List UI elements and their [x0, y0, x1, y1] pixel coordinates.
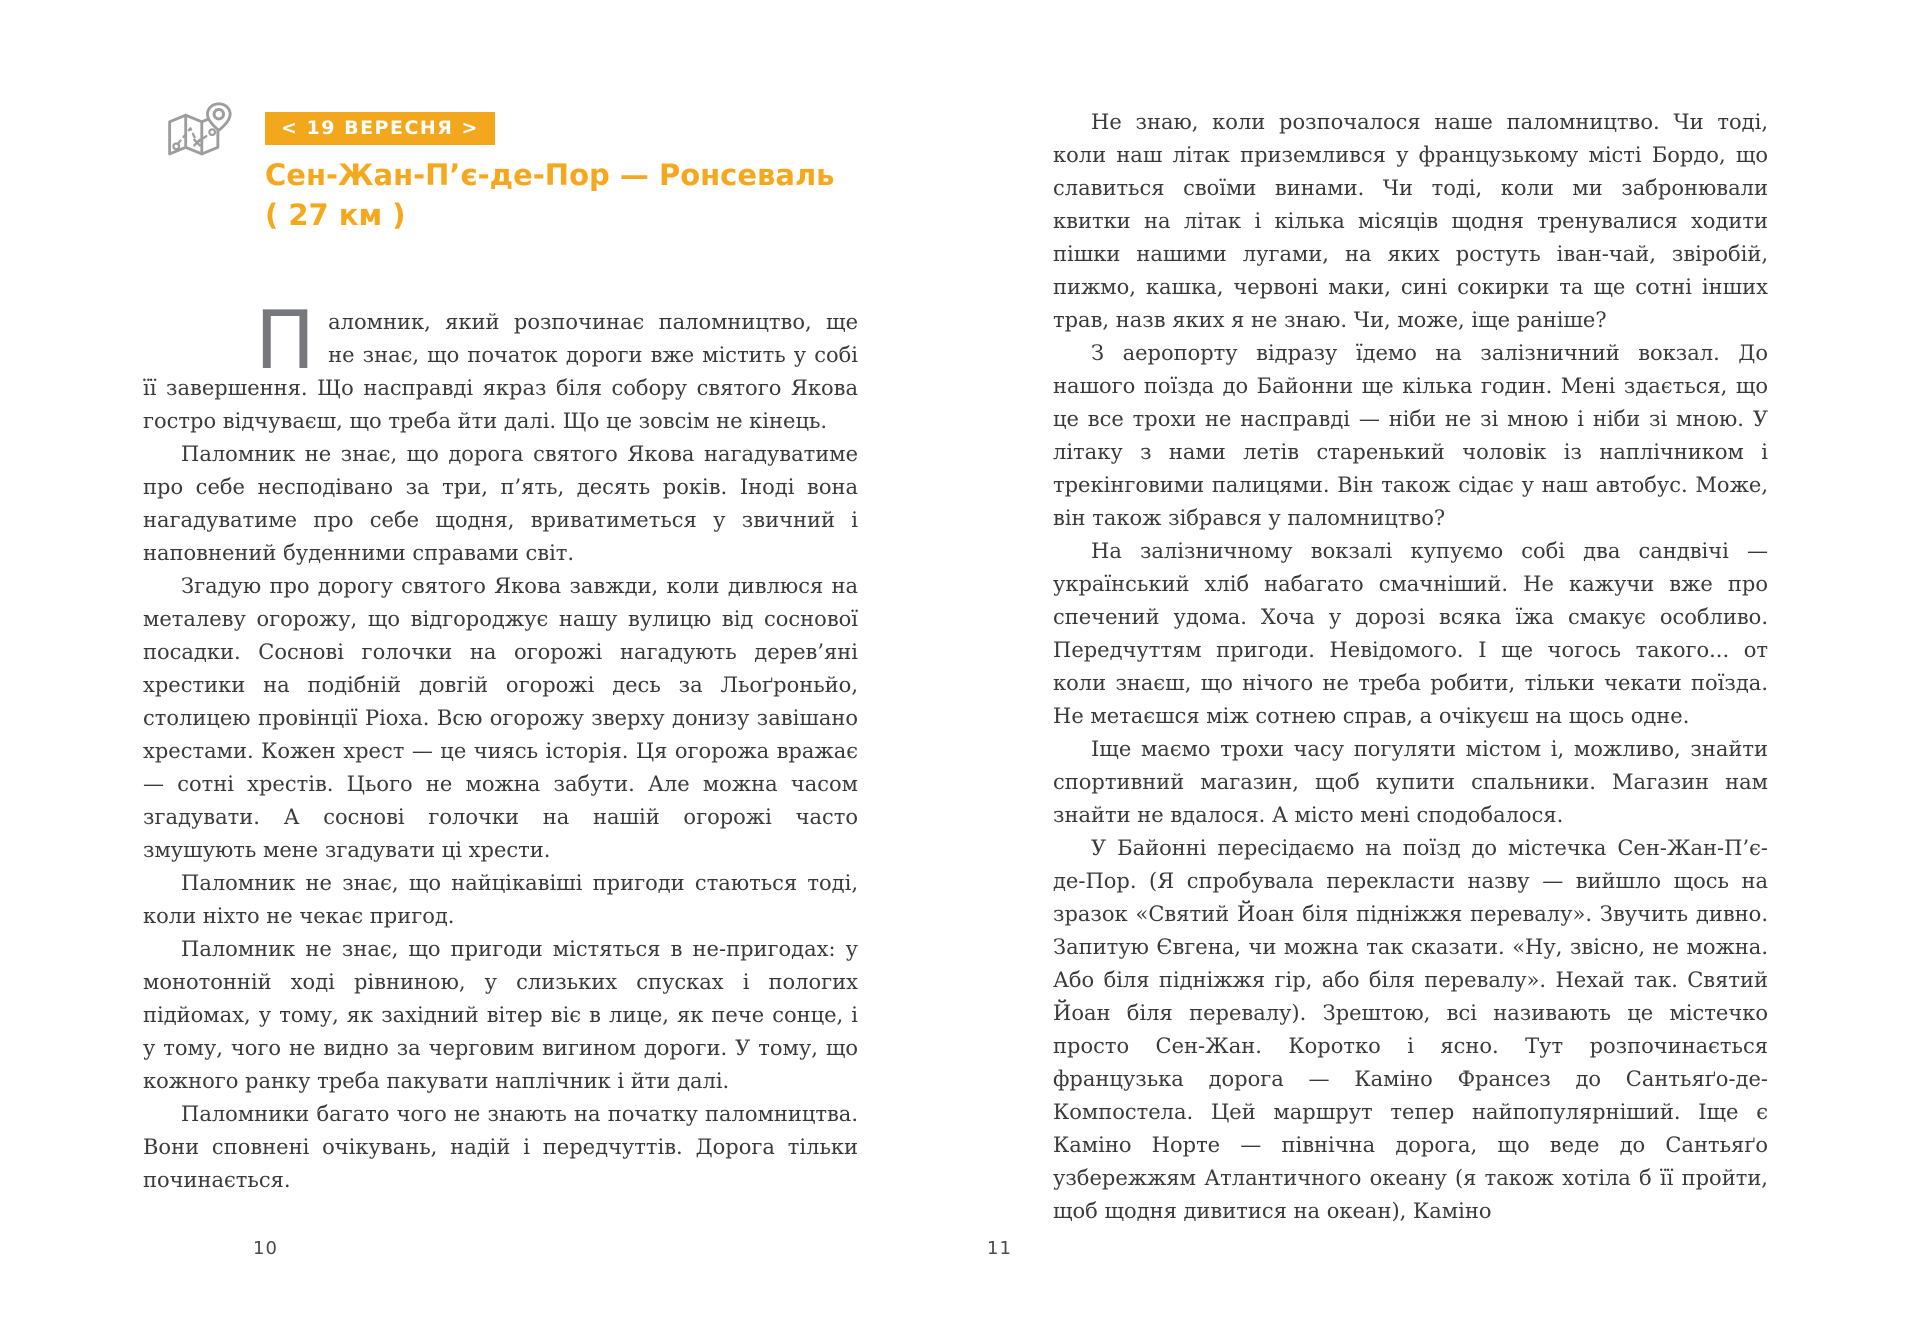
paragraph: Паломник не знає, що дорога святого Якова нагадуватиме про себе несподівано за три, п’ять, десять років. Іноді вона нагадуватиме про себе щодня, вриватиметься у звичний і наповнений буденними справами світ. [143, 442, 858, 565]
chapter-title-line1: Сен-Жан-П’є-де-Пор — Ронсеваль [265, 158, 835, 192]
map-route-icon [163, 100, 233, 174]
paragraph: У Байонні пересідаємо на поїзд до містечка Сен-Жан-П’є-де-Пор. (Я спробувала перекласти назву — вийшло щось на зразок «Святий Йоан біля підніжжя перевалу». Звучить дивно. Запитую Євгена, чи можна так сказати. «Ну, звісно, не можна. Або біля підніжжя гір, або біля перевалу». Нехай так. Святий Йоан біля перевалу). Зрештою, всі називають це містечко просто Сен-Жан. Коротко і ясно. Тут розпочинається французька дорога — Каміно Франсез до Сантьяґо-де-Компостела. Цей маршрут тепер найпопулярніший. Іще є Каміно Норте — північна дорога, що веде до Сантьяґо узбережжям Атлантичного океану (я також хотіла б її пройти, щоб щодня дивитися на океан), Каміно [1053, 836, 1768, 1223]
date-badge: < 19 ВЕРЕСНЯ > [265, 112, 495, 145]
right-page-text [1053, 106, 1768, 1228]
page-right [987, 0, 1768, 1324]
paragraph: На залізничному вокзалі купуємо собі два сандвічі — український хліб набагато смачніший. Не кажучи вже про спечений удома. Хоча у дорозі всяка їжа смакує особливо. Передчуттям пригоди. Невідомого. І ще чогось такого... от коли знаєш, що нічого не треба робити, тільки чекати поїзда. Не метаєшся між сотнею справ, а очікуєш на щось одне. [1053, 539, 1768, 728]
chapter-title [265, 155, 858, 235]
paragraph: Паломник не знає, що пригоди містяться в не-пригодах: у монотонній ході рівниною, у слизьких спусках і пологих підйомах, у тому, як західний вітер віє в лице, як пече сонце, і у тому, чого не видно за черговим вигином дороги. У тому, що кожного ранку треба пакувати наплічник і йти далі. [143, 937, 858, 1093]
page-left [143, 0, 858, 1324]
right-paragraphs [1053, 106, 1768, 1228]
paragraph-lead [143, 294, 858, 438]
page-number-right: 11 [987, 1238, 1012, 1259]
left-page-text [143, 294, 858, 1197]
paragraph-lead-text: аломник, який розпочинає паломництво, ще не знає, що початок дороги вже містить у собі її завершення. Що насправді якраз біля собору святого Якова гостро відчуваєш, що треба йти далі. Що це зовсім не кінець. [143, 310, 858, 433]
chapter-header [143, 96, 858, 235]
paragraph: Паломники багато чого не знають на початку паломництва. Вони сповнені очікувань, надій і передчуттів. Дорога тільки починається. [143, 1102, 858, 1192]
chapter-title-line2: ( 27 км ) [265, 198, 406, 232]
paragraph: Згадую про дорогу святого Якова завжди, коли дивлюся на металеву огорожу, що відгороджує нашу вулицю від соснової посадки. Соснові голочки на огорожі нагадують дерев’яні хрестики на подібній довгій огорожі десь за Льоґроньйо, столицею провінції Ріоха. Всю огорожу зверху донизу завішано хрестами. Кожен хрест — це чиясь історія. Ця огорожа вражає — сотні хрестів. Цього не можна забути. Але можна часом згадувати. А соснові голочки на нашій огорожі часто змушують мене згадувати ці хрести. [143, 574, 858, 862]
page-number-left: 10 [253, 1238, 278, 1259]
drop-cap: П [255, 294, 316, 387]
paragraph: Паломник не знає, що найцікавіші пригоди стаються тоді, коли ніхто не чекає пригод. [143, 871, 858, 928]
paragraph: З аеропорту відразу їдемо на залізничний вокзал. До нашого поїзда до Байонни ще кілька годин. Мені здається, що це все трохи не насправді — ніби не зі мною і ніби зі мною. У літаку з нами летів старенький чоловік із наплічником і трекінговими палицями. Він також сідає у наш автобус. Може, він також зібрався у паломництво? [1053, 341, 1768, 530]
left-paragraphs [143, 438, 858, 1197]
paragraph: Іще маємо трохи часу погуляти містом і, можливо, знайти спортивний магазин, щоб купити спальники. Магазин нам знайти не вдалося. А місто мені сподобалося. [1053, 737, 1768, 827]
paragraph: Не знаю, коли розпочалося наше паломництво. Чи тоді, коли наш літак приземлився у французькому місті Бордо, що славиться своїми винами. Чи тоді, коли ми забронювали квитки на літак і кілька місяців щодня тренувалися ходити пішки нашими лугами, на яких ростуть іван-чай, звіробій, пижмо, кашка, червоні маки, сині сокирки та ще сотні інших трав, назв яких я не знаю. Чи, може, іще раніше? [1053, 110, 1768, 332]
chapter-header-text [265, 96, 858, 235]
